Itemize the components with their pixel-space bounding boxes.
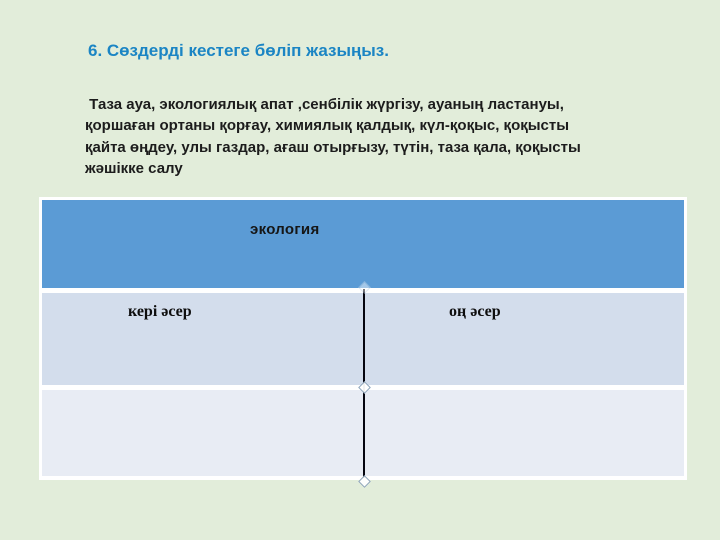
column-header-positive[interactable] bbox=[363, 293, 684, 385]
column-header-negative-label: кері әсер bbox=[128, 303, 192, 320]
instruction-line: қоршаған ортаны қорғау, химиялық қалдық, күл-қоқыс, қоқысты bbox=[85, 117, 570, 135]
answer-cell-positive[interactable] bbox=[363, 390, 684, 476]
table-title-cell[interactable] bbox=[42, 200, 684, 288]
instruction-text bbox=[85, 94, 581, 179]
answer-cell-negative[interactable] bbox=[42, 390, 363, 476]
instruction-line: жәшікке салу bbox=[85, 159, 183, 177]
column-header-negative[interactable] bbox=[42, 293, 363, 385]
instruction-line: қайта өңдеу, улы газдар, ағаш отырғызу, түтін, таза қала, қоқысты bbox=[85, 138, 581, 156]
table-title-label: экология bbox=[250, 221, 320, 238]
instruction-line: Таза ауа, экологиялық апат ,сенбілік жүргізу, ауаның ластануы, bbox=[85, 96, 564, 113]
column-header-positive-label: оң әсер bbox=[449, 303, 501, 320]
slide-title: 6. Сөздерді кестеге бөліп жазыңыз. bbox=[88, 41, 389, 60]
